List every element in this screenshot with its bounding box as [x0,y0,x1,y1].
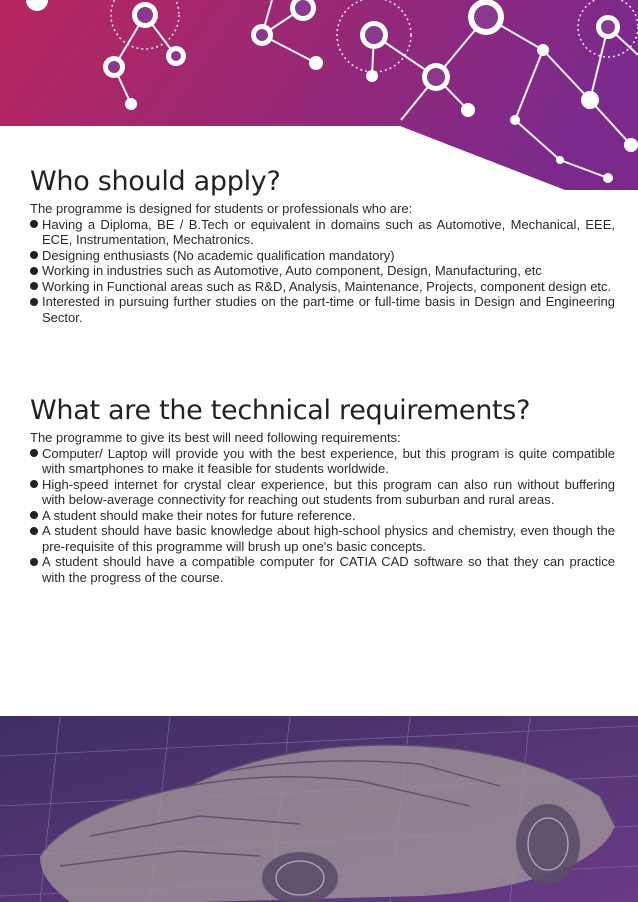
list-item: Having a Diploma, BE / B.Tech or equivalent in domains such as Automotive, Mechanical, EEE, ECE, Instrumentation, Mechatronics. [30,217,615,248]
section-title-technical-requirements: What are the technical requirements? [30,395,531,426]
list-item: Working in industries such as Automotive, Auto component, Design, Manufacturing, etc [30,263,615,279]
section-title-who-should-apply: Who should apply? [30,166,281,197]
section-intro: The programme is designed for students or professionals who are: [30,201,413,216]
requirements-list [30,446,615,586]
list-item: High-speed internet for crystal clear experience, but this program can also run without buffering with below-average connectivity for reaching out students from suburban and rural areas. [30,477,615,508]
list-item: Computer/ Laptop will provide you with the best experience, but this program is quite compatible with smartphones to make it feasible for students worldwide. [30,446,615,477]
list-item: A student should have basic knowledge about high-school physics and chemistry, even though the pre-requisite of this programme will brush up one's basic concepts. [30,523,615,554]
technical-requirements-section [30,395,615,585]
who-should-apply-section [30,166,615,325]
list-item: Interested in pursuing further studies on the part-time or full-time basis in Design and Engineering Sector. [30,294,615,325]
list-item: Designing enthusiasts (No academic qualification mandatory) [30,248,615,264]
list-item: Working in Functional areas such as R&D, Analysis, Maintenance, Projects, component design etc. [30,279,615,295]
list-item: A student should have a compatible computer for CATIA CAD software so that they can practice with the progress of the course. [30,554,615,585]
list-item: A student should make their notes for future reference. [30,508,615,524]
section-intro: The programme to give its best will need following requirements: [30,430,401,445]
eligibility-list [30,217,615,326]
car-wireframe-illustration [0,716,638,902]
